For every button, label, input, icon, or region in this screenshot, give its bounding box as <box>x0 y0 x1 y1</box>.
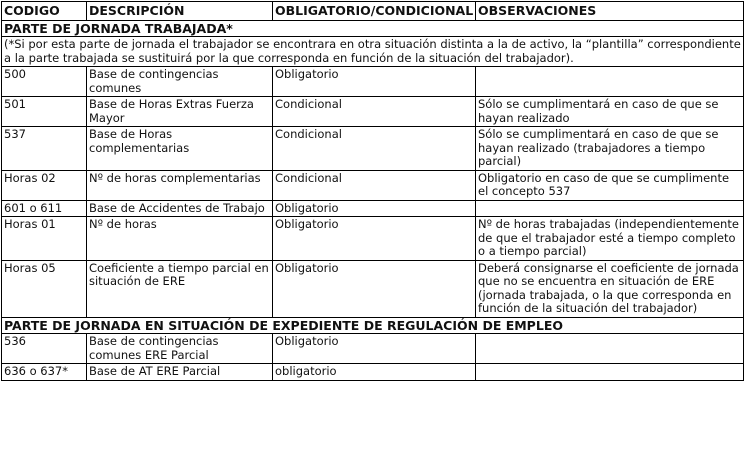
description-cell: Base de AT ERE Parcial <box>87 364 273 381</box>
table-row <box>2 127 744 171</box>
table-row <box>2 97 744 127</box>
table-row <box>2 67 744 97</box>
code-cell: 536 <box>2 334 87 364</box>
table-row <box>2 170 744 200</box>
requirement-cell: Condicional <box>273 127 476 171</box>
observation-cell <box>476 200 744 217</box>
contribution-concepts-table <box>1 1 744 381</box>
observation-cell <box>476 334 744 364</box>
header-codigo: CODIGO <box>2 2 87 21</box>
requirement-cell: Obligatorio <box>273 200 476 217</box>
requirement-cell: Obligatorio <box>273 260 476 317</box>
observation-cell: Obligatorio en caso de que se cumplimente el concepto 537 <box>476 170 744 200</box>
requirement-cell: Obligatorio <box>273 67 476 97</box>
observation-cell: Sólo se cumplimentará en caso de que se hayan realizado (trabajadores a tiempo parcial) <box>476 127 744 171</box>
description-cell: Coeficiente a tiempo parcial en situación de ERE <box>87 260 273 317</box>
observation-cell <box>476 67 744 97</box>
description-cell: Base de contingencias comunes ERE Parcial <box>87 334 273 364</box>
description-cell: Base de contingencias comunes <box>87 67 273 97</box>
requirement-cell: Obligatorio <box>273 334 476 364</box>
header-observaciones: OBSERVACIONES <box>476 2 744 21</box>
observation-cell <box>476 364 744 381</box>
observation-cell: Deberá consignarse el coeficiente de jornada que no se encuentra en situación de ERE (jornada trabajada, o la que corresponda en función de la situación del trabajador) <box>476 260 744 317</box>
description-cell: Nº de horas complementarias <box>87 170 273 200</box>
table-row <box>2 334 744 364</box>
section2-title: PARTE DE JORNADA EN SITUACIÓN DE EXPEDIENTE DE REGULACIÓN DE EMPLEO <box>2 317 744 334</box>
header-descripcion: DESCRIPCIÓN <box>87 2 273 21</box>
section-note-row <box>2 37 744 67</box>
table-row <box>2 260 744 317</box>
observation-cell: Sólo se cumplimentará en caso de que se hayan realizado <box>476 97 744 127</box>
observation-cell: Nº de horas trabajadas (independientemente de que el trabajador esté a tiempo completo o a tiempo parcial) <box>476 217 744 261</box>
section-title-row <box>2 317 744 334</box>
description-cell: Base de Horas complementarias <box>87 127 273 171</box>
requirement-cell: obligatorio <box>273 364 476 381</box>
section-title-row <box>2 20 744 37</box>
code-cell: 636 o 637* <box>2 364 87 381</box>
header-obligatorio: OBLIGATORIO/CONDICIONAL <box>273 2 476 21</box>
requirement-cell: Obligatorio <box>273 217 476 261</box>
code-cell: Horas 01 <box>2 217 87 261</box>
code-cell: 601 o 611 <box>2 200 87 217</box>
code-cell: 537 <box>2 127 87 171</box>
section1-note: (*Si por esta parte de jornada el trabajador se encontrara en otra situación distinta a la de activo, la “plantilla” correspondiente a la parte trabajada se sustituirá por la que corresponda en función de la situación del trabajador). <box>2 37 744 67</box>
table-row <box>2 217 744 261</box>
table-row <box>2 200 744 217</box>
description-cell: Nº de horas <box>87 217 273 261</box>
code-cell: 500 <box>2 67 87 97</box>
header-row <box>2 2 744 21</box>
table-row <box>2 364 744 381</box>
description-cell: Base de Horas Extras Fuerza Mayor <box>87 97 273 127</box>
code-cell: Horas 02 <box>2 170 87 200</box>
description-cell: Base de Accidentes de Trabajo <box>87 200 273 217</box>
section1-title: PARTE DE JORNADA TRABAJADA* <box>2 20 744 37</box>
requirement-cell: Condicional <box>273 97 476 127</box>
code-cell: Horas 05 <box>2 260 87 317</box>
requirement-cell: Condicional <box>273 170 476 200</box>
code-cell: 501 <box>2 97 87 127</box>
